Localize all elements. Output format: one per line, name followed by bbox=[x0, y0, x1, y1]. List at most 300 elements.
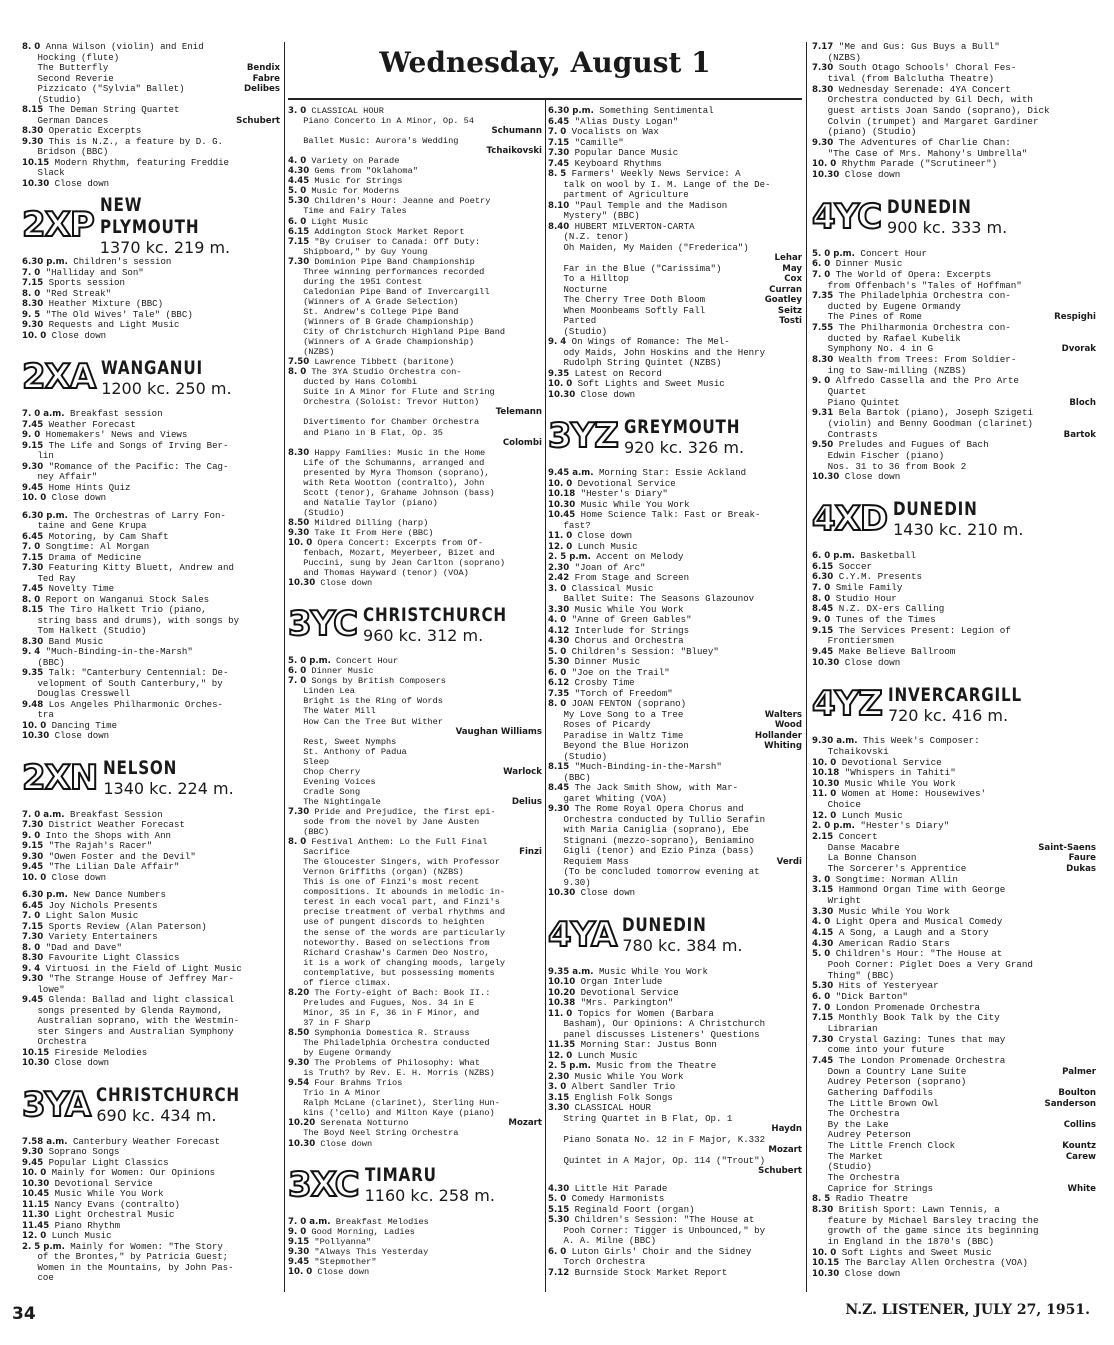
programme-text: The Philadelphia Orchestra conducted bbox=[303, 1038, 490, 1049]
time-label: 6. 0 p.m. bbox=[812, 550, 855, 561]
programme-text: The Little Brown Owl bbox=[827, 1098, 939, 1109]
time-label: 9. 0 bbox=[288, 1226, 307, 1237]
programme-line bbox=[812, 1099, 1096, 1110]
programme-text: "The Strange House of Jeffrey Mar- bbox=[48, 974, 234, 984]
programme-text: Alfredo Cassella and the Pro Arte bbox=[835, 376, 1019, 387]
programme-text: The World of Opera: Excerpts bbox=[835, 269, 992, 280]
time-label: 8.30 bbox=[812, 84, 834, 95]
programme-line bbox=[22, 1263, 280, 1274]
programme-line bbox=[548, 1194, 802, 1205]
time-label: 8.30 bbox=[288, 447, 310, 458]
programme-line bbox=[22, 1189, 280, 1200]
programme-text: Comedy Harmonists bbox=[571, 1194, 665, 1204]
programme-line bbox=[288, 367, 542, 377]
programme-line bbox=[22, 116, 280, 127]
programme-line bbox=[812, 1035, 1096, 1046]
station-name: WANGANUI bbox=[101, 356, 204, 379]
programme-text: The London Promenade Orchestra bbox=[838, 1055, 1006, 1066]
time-label: 6.45 bbox=[22, 531, 44, 542]
programme-text: "Always This Yesterday bbox=[314, 1246, 429, 1257]
programme-line bbox=[548, 1103, 802, 1114]
programme-text: Lunch Music bbox=[841, 810, 903, 821]
spacer bbox=[22, 883, 280, 890]
composer-name: Hollander bbox=[754, 730, 802, 741]
programme-text: Piano Rhythm bbox=[54, 1220, 121, 1231]
programme-line bbox=[812, 949, 1096, 960]
station-name: NELSON bbox=[103, 757, 178, 779]
page-title: Wednesday, August 1 bbox=[379, 46, 711, 79]
programme-text: Devotional Service bbox=[841, 757, 942, 768]
programme-line bbox=[548, 825, 802, 836]
programme-text: by Eugene Ormandy bbox=[303, 1048, 392, 1059]
programme-text: My Love Song to a Tree bbox=[563, 709, 684, 720]
composer-name: Saint-Saens bbox=[1038, 842, 1096, 853]
programme-line bbox=[22, 668, 280, 679]
programme-text: compositions. It abounds in melodic in- bbox=[303, 887, 506, 898]
programme-line bbox=[22, 679, 280, 690]
programme-text: "Hester's Diary" bbox=[580, 489, 668, 499]
programme-line bbox=[22, 1006, 280, 1017]
programme-text: Gigli (tenor) and Ezio Pinza (bass) bbox=[563, 846, 755, 856]
programme-line bbox=[812, 594, 1096, 605]
programme-line bbox=[812, 1194, 1096, 1205]
time-label: 10. 0 bbox=[812, 757, 837, 768]
programme-text: Sports Review (Alan Paterson) bbox=[48, 921, 207, 932]
time-label: 8. 0 bbox=[22, 288, 41, 299]
programme-line bbox=[548, 867, 802, 878]
programme-text: Close down bbox=[51, 493, 107, 503]
programme-text: HUBERT MILVERTON-CARTA bbox=[574, 221, 695, 232]
programme-line bbox=[812, 170, 1096, 181]
programme-text: Crosby Time bbox=[574, 678, 635, 688]
programme-line bbox=[812, 355, 1096, 366]
time-label: 7.30 bbox=[548, 148, 570, 158]
programme-line bbox=[22, 647, 280, 658]
composer-name: Dvorak bbox=[1061, 344, 1096, 355]
programme-line bbox=[288, 458, 542, 468]
time-label: 9.30 a.m. bbox=[812, 736, 858, 747]
programme-text: Linden Lea bbox=[303, 686, 355, 697]
programme-text: 37 in F Sharp bbox=[303, 1017, 371, 1028]
programme-text: "Joe on the Trail" bbox=[571, 667, 670, 678]
programme-text: Smile Family bbox=[835, 582, 903, 593]
programme-text: Canterbury Weather Forecast bbox=[72, 1136, 221, 1147]
time-label: 3. 0 bbox=[548, 1082, 567, 1092]
programme-text: Close down bbox=[580, 389, 636, 400]
programme-text: "Paul Temple and the Madison bbox=[574, 200, 728, 211]
programme-text: Ralph McLane (clarinet), Sterling Hun- bbox=[303, 1098, 500, 1109]
programme-line bbox=[548, 967, 802, 978]
time-label: 7. 0 bbox=[22, 542, 41, 552]
time-label: 8.30 bbox=[812, 355, 834, 366]
programme-text: tival (from Balclutha Theatre) bbox=[827, 73, 995, 84]
programme-line bbox=[22, 1179, 280, 1190]
programme-text: Burnside Stock Market Report bbox=[574, 1267, 728, 1278]
programme-line bbox=[288, 317, 542, 327]
programme-text: Close down bbox=[51, 330, 107, 341]
programme-line bbox=[548, 710, 802, 721]
programme-text: Basketball bbox=[860, 550, 916, 561]
programme-line bbox=[548, 327, 802, 338]
column-rule bbox=[806, 42, 807, 1292]
programme-text: Lawrence Tibbett (baritone) bbox=[314, 357, 455, 368]
time-label: 9.30 bbox=[22, 851, 44, 862]
programme-line bbox=[812, 811, 1096, 822]
programme-text: Operatic Excerpts bbox=[48, 126, 142, 136]
composer-name: Seitz bbox=[777, 305, 802, 316]
time-label: 10.15 bbox=[812, 1258, 840, 1269]
programme-text: (BBC) bbox=[303, 827, 330, 838]
programme-line bbox=[288, 1227, 542, 1237]
programme-line bbox=[288, 126, 542, 136]
programme-text: Morning Star: Essie Ackland bbox=[598, 468, 747, 478]
time-label: 10.10 bbox=[548, 977, 576, 987]
time-label: 10.30 bbox=[288, 578, 316, 589]
time-label: 8. 0 bbox=[22, 942, 41, 953]
programme-text: Shipboard," by Guy Young bbox=[303, 246, 428, 257]
programme-line bbox=[288, 518, 542, 528]
station-callsign: 3YZ bbox=[548, 416, 618, 456]
programme-line bbox=[548, 1093, 802, 1104]
programme-text: ing to Saw-milling (NZBS) bbox=[827, 365, 967, 376]
programme-line bbox=[812, 939, 1096, 950]
programme-text: Quartet bbox=[827, 387, 867, 398]
programme-text: Nos. 31 to 36 from Book 2 bbox=[827, 461, 967, 472]
programme-line bbox=[548, 678, 802, 689]
time-label: 10.30 bbox=[548, 389, 576, 400]
programme-text: A. A. Milne (BBC) bbox=[563, 1236, 657, 1246]
programme-line bbox=[288, 196, 542, 206]
programme-line bbox=[288, 1237, 542, 1247]
time-label: 6. 0 bbox=[288, 216, 307, 227]
programme-line bbox=[288, 1088, 542, 1098]
programme-text: Dinner Music bbox=[574, 657, 641, 667]
programme-text: Torch Orchestra bbox=[563, 1257, 646, 1267]
programme-line bbox=[812, 572, 1096, 583]
programme-text: Take It From Here (BBC) bbox=[314, 527, 434, 538]
programme-text: The Orchestras of Larry Fon- bbox=[73, 510, 226, 521]
programme-line bbox=[812, 138, 1096, 149]
programme-line bbox=[548, 1019, 802, 1030]
programme-text: Librarian bbox=[827, 1023, 878, 1034]
programme-line bbox=[812, 1173, 1096, 1184]
time-label: 10.18 bbox=[548, 489, 576, 499]
programme-line bbox=[812, 562, 1096, 573]
programme-text: Soprano Songs bbox=[48, 1147, 120, 1157]
time-label: 11.15 bbox=[22, 1199, 50, 1210]
programme-line bbox=[22, 268, 280, 279]
programme-text: Breakfast Session bbox=[69, 809, 163, 820]
programme-text: Ted Ray bbox=[37, 573, 76, 584]
programme-line bbox=[288, 938, 542, 948]
time-label: 7.30 bbox=[22, 932, 44, 942]
time-label: 10. 0 bbox=[288, 538, 313, 549]
programme-text: (NZBS) bbox=[303, 347, 335, 358]
programme-line bbox=[22, 1016, 280, 1027]
programme-line bbox=[548, 584, 802, 595]
programme-line bbox=[548, 988, 802, 999]
programme-line bbox=[548, 647, 802, 658]
station-frequency: 900 kc. 333 m. bbox=[887, 218, 1008, 238]
time-label: 6. 0 bbox=[548, 667, 567, 678]
programme-text: Bela Bartok (piano), Joseph Szigeti bbox=[838, 408, 1034, 419]
schedule-column-3 bbox=[548, 106, 802, 1292]
programme-text: Lunch Music bbox=[51, 1231, 112, 1241]
time-label: 9.30 bbox=[548, 804, 570, 814]
programme-line bbox=[22, 700, 280, 711]
programme-text: Bright is the Ring of Words bbox=[303, 696, 443, 707]
programme-text: fast? bbox=[563, 520, 591, 531]
time-label: 7.35 bbox=[812, 291, 834, 302]
programme-text: Pizzicato ("Sylvia" Ballet) bbox=[37, 84, 185, 94]
time-label: 11.45 bbox=[22, 1220, 50, 1231]
composer-name: Faure bbox=[1068, 853, 1096, 864]
time-label: 10.30 bbox=[288, 1138, 316, 1149]
programme-text: "The Rajah's Racer" bbox=[48, 841, 153, 851]
programme-text: The Nightingale bbox=[303, 796, 381, 807]
programme-text: "Stepmother" bbox=[314, 1256, 377, 1267]
programme-line bbox=[288, 837, 542, 847]
time-label: 3.30 bbox=[812, 906, 834, 917]
programme-line bbox=[288, 1108, 542, 1118]
station-header bbox=[22, 1077, 280, 1133]
programme-line bbox=[22, 932, 280, 943]
programme-text: Trio in A Minor bbox=[303, 1088, 381, 1099]
station-header bbox=[288, 596, 542, 652]
programme-line bbox=[288, 717, 542, 727]
programme-line bbox=[288, 227, 542, 237]
programme-line bbox=[812, 1077, 1096, 1088]
programme-text: ster Singers and Australian Symphony bbox=[37, 1026, 234, 1037]
programme-text: Concert Hour bbox=[860, 248, 928, 259]
programme-text: Classical Music bbox=[571, 583, 654, 594]
programme-line bbox=[812, 1141, 1096, 1152]
programme-text: Stignani (mezzo-soprano), Beniamino bbox=[563, 835, 755, 846]
composer-name: Cox bbox=[784, 274, 802, 284]
time-label: 7.15 bbox=[22, 278, 44, 288]
time-label: 10.30 bbox=[548, 888, 576, 898]
programme-line bbox=[288, 357, 542, 367]
programme-text: Serenata Notturno bbox=[320, 1118, 409, 1129]
programme-line bbox=[288, 867, 542, 877]
programme-text: Douglas Cresswell bbox=[37, 689, 131, 699]
programme-line bbox=[288, 508, 542, 518]
programme-text: Orchestra conducted by Tullio Serafin bbox=[563, 814, 766, 825]
programme-text: District Weather Forecast bbox=[48, 820, 185, 830]
station-frequency: 1200 kc. 250 m. bbox=[101, 378, 232, 398]
programme-text: the sense of the words are particularly bbox=[303, 927, 506, 938]
programme-line bbox=[22, 451, 280, 462]
programme-line bbox=[548, 815, 802, 826]
programme-line bbox=[288, 727, 542, 737]
programme-text: "Hester's Diary" bbox=[860, 821, 950, 832]
programme-text: Hocking (flute) bbox=[37, 52, 120, 63]
programme-text: Symphonia Domestica R. Strauss bbox=[314, 1027, 470, 1038]
time-label: 8.45 bbox=[548, 783, 570, 793]
programme-line bbox=[288, 166, 542, 176]
programme-text: ducted by Hans Colombi bbox=[303, 377, 418, 388]
programme-line bbox=[288, 186, 542, 196]
station-callsign: 3YC bbox=[288, 604, 358, 645]
time-label: 5.30 bbox=[812, 981, 834, 992]
time-label: 9. 5 bbox=[22, 309, 41, 320]
programme-line bbox=[22, 731, 280, 742]
programme-line bbox=[812, 821, 1096, 832]
composer-name: Fabre bbox=[252, 73, 280, 84]
programme-line bbox=[548, 689, 802, 700]
programme-text: contemplative, but possessing moments bbox=[303, 967, 495, 978]
programme-line bbox=[22, 532, 280, 543]
programme-line bbox=[812, 1237, 1096, 1248]
programme-line bbox=[812, 832, 1096, 843]
time-label: 7. 0 a.m. bbox=[22, 409, 65, 419]
programme-text: When Moonbeams Softly Fall bbox=[563, 305, 706, 316]
programme-line bbox=[812, 768, 1096, 779]
programme-line bbox=[812, 647, 1096, 658]
time-label: 6.45 bbox=[22, 900, 44, 911]
programme-line bbox=[22, 511, 280, 522]
programme-line bbox=[288, 206, 542, 216]
time-label: 11. 0 bbox=[812, 789, 837, 800]
time-label: 10. 0 bbox=[548, 379, 573, 389]
station-frequency: 1340 kc. 224 m. bbox=[103, 779, 234, 798]
programme-line bbox=[288, 1058, 542, 1068]
programme-text: Breakfast session bbox=[69, 409, 163, 419]
time-label: 8.45 bbox=[812, 604, 834, 615]
programme-line bbox=[22, 299, 280, 310]
programme-line bbox=[288, 478, 542, 488]
station-name: GREYMOUTH bbox=[623, 415, 741, 438]
programme-line bbox=[22, 1058, 280, 1069]
programme-line bbox=[548, 741, 802, 752]
programme-line bbox=[812, 971, 1096, 982]
programme-line bbox=[22, 710, 280, 721]
programme-line bbox=[548, 243, 802, 254]
programme-line bbox=[288, 757, 542, 767]
programme-text: How Can the Tree But Wither bbox=[303, 716, 443, 727]
programme-text: "Dad and Dave" bbox=[45, 942, 122, 953]
programme-line bbox=[288, 686, 542, 696]
composer-name: Carew bbox=[1065, 1151, 1096, 1162]
programme-line bbox=[288, 928, 542, 938]
programme-line bbox=[548, 626, 802, 637]
programme-text: The Orchestra bbox=[827, 1109, 900, 1120]
programme-text: Cradle Song bbox=[303, 786, 361, 797]
programme-line bbox=[22, 574, 280, 585]
programme-line bbox=[548, 1166, 802, 1177]
programme-line bbox=[288, 267, 542, 277]
time-label: 5. 0 p.m. bbox=[812, 248, 855, 259]
programme-line bbox=[548, 348, 802, 359]
programme-text: JOAN FENTON (soprano) bbox=[571, 699, 687, 709]
programme-line bbox=[288, 1257, 542, 1267]
programme-line bbox=[288, 1267, 542, 1277]
programme-text: To a Hilltop bbox=[563, 274, 629, 284]
programme-text: from Offenbach's "Tales of Hoffman" bbox=[827, 280, 1022, 291]
programme-line bbox=[812, 302, 1096, 313]
programme-text: The Little French Clock bbox=[827, 1141, 956, 1152]
programme-text: Music While You Work bbox=[574, 1071, 684, 1082]
station-frequency: 1430 kc. 210 m. bbox=[893, 520, 1024, 540]
programme-line bbox=[288, 307, 542, 317]
time-label: 8. 0 bbox=[22, 594, 41, 605]
programme-text: A Song, a Laugh and a Story bbox=[838, 928, 989, 938]
programme-line bbox=[288, 1038, 542, 1048]
station-callsign: 4YZ bbox=[812, 684, 882, 725]
programme-text: terest in each vocal part, and Finzi's bbox=[303, 897, 500, 908]
programme-line bbox=[812, 472, 1096, 483]
programme-text: N.Z. DX-ers Calling bbox=[838, 604, 945, 615]
programme-line bbox=[22, 483, 280, 494]
programme-line bbox=[812, 281, 1096, 292]
time-label: 2. 5 p.m. bbox=[548, 1061, 591, 1071]
programme-text: growth of the game since its beginning bbox=[827, 1226, 1039, 1237]
time-label: 10.20 bbox=[548, 987, 576, 998]
programme-text: coe bbox=[37, 1273, 54, 1283]
programme-text: noteworthy. Based on selections from bbox=[303, 937, 490, 948]
programme-line bbox=[548, 222, 802, 233]
programme-line bbox=[288, 1018, 542, 1028]
programme-line bbox=[22, 721, 280, 732]
time-label: 9. 4 bbox=[22, 647, 41, 657]
programme-line bbox=[812, 1067, 1096, 1078]
programme-line bbox=[812, 63, 1096, 74]
programme-line bbox=[812, 312, 1096, 323]
time-label: 4.45 bbox=[288, 176, 310, 187]
programme-text: Chorus and Orchestra bbox=[574, 636, 684, 646]
programme-line bbox=[548, 106, 802, 117]
station-frequency: 1160 kc. 258 m. bbox=[364, 1186, 495, 1206]
time-label: 6.15 bbox=[288, 226, 310, 237]
programme-text: taine and Gene Krupa bbox=[37, 521, 147, 531]
time-label: 10. 0 bbox=[812, 159, 837, 170]
programme-text: Hits of Yesteryear bbox=[838, 981, 939, 992]
time-label: 8. 0 bbox=[288, 837, 307, 848]
programme-line bbox=[288, 538, 542, 548]
time-label: 7. 0 bbox=[22, 267, 41, 278]
programme-text: Close down bbox=[317, 1266, 370, 1277]
programme-text: Scott (tenor), Grahame Johnson (bass) bbox=[303, 487, 495, 498]
composer-name: Wood bbox=[774, 720, 802, 730]
programme-line bbox=[548, 804, 802, 815]
programme-line bbox=[812, 117, 1096, 128]
programme-line bbox=[288, 347, 542, 357]
programme-text: Modern Rhythm, featuring Freddie bbox=[54, 157, 229, 168]
programme-text: Four Brahms Trios bbox=[314, 1078, 403, 1089]
time-label: 10. 0 bbox=[22, 720, 47, 731]
programme-line bbox=[548, 636, 802, 647]
programme-text: Music for Strings bbox=[314, 176, 403, 187]
composer-name: Schubert bbox=[236, 115, 280, 126]
time-label: 8.15 bbox=[548, 762, 570, 772]
programme-text: Wednesday Serenade: 4YA Concert bbox=[838, 84, 1011, 95]
programme-text: Accent on Melody bbox=[596, 552, 684, 562]
programme-text: Music from the Theatre bbox=[596, 1061, 717, 1071]
programme-text: (Studio) bbox=[37, 94, 82, 105]
programme-text: Gathering Daffodils bbox=[827, 1087, 934, 1098]
programme-line bbox=[812, 843, 1096, 854]
programme-line bbox=[548, 573, 802, 584]
programme-line bbox=[812, 615, 1096, 626]
time-label: 7.30 bbox=[22, 820, 44, 830]
composer-name: Curran bbox=[769, 284, 802, 295]
programme-line bbox=[288, 1128, 542, 1138]
programme-text: Slack bbox=[37, 168, 65, 178]
schedule-column-4 bbox=[812, 42, 1096, 1292]
programme-text: Parted bbox=[563, 316, 597, 326]
programme-line bbox=[288, 1078, 542, 1088]
programme-line bbox=[288, 817, 542, 827]
